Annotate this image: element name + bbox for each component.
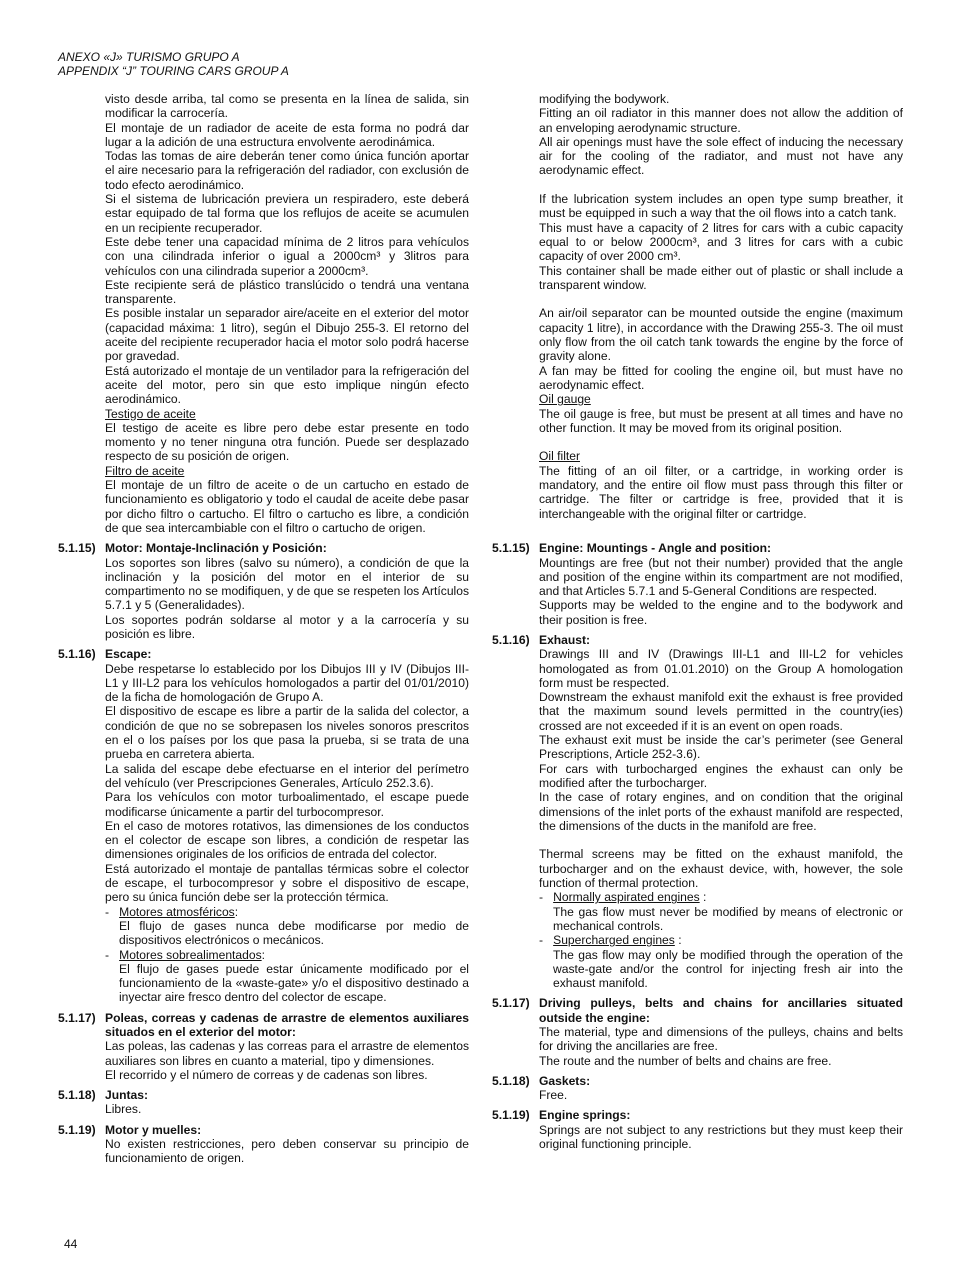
- section-text: El dispositivo de escape es libre a partir de la salida del colector, a condición de que no se sobrepasen los niveles sonoros prescritos en el o los países por los que pasa la prueba, si se trata de una prueba en carretera abierta.: [105, 704, 469, 762]
- en-intro-p2: Fitting an oil radiator in this manner does not allow the addition of an enveloping aerodynamic structure.: [539, 106, 903, 135]
- section-text: El recorrido y el número de correas y de cadenas son libres.: [105, 1067, 428, 1082]
- en-oil-filter-text: The fitting of an oil filter, or a cartridge, in working order is mandatory, and the entire oil flow must pass through this filter or cartridge. The filter or cartridge is free, provided that it is interchangeable with the original filter or cartridge.: [539, 463, 903, 521]
- section-number: 5.1.19): [58, 1122, 96, 1137]
- es-intro-p3: Todas las tomas de aire deberán tener como única función aportar el aire necesario para la refrigeración del radiador, con exclusión de todo efecto aerodinámico.: [105, 149, 469, 192]
- es-section-5-1-16: [58, 647, 469, 1004]
- section-title: Escape:: [105, 647, 152, 662]
- section-number: 5.1.18): [492, 1073, 530, 1088]
- en-naturally-aspirated-text: The gas flow must never be modified by means of electronic or mechanical controls.: [553, 904, 903, 933]
- section-title: Motor y muelles:: [105, 1122, 202, 1137]
- en-intro-p5: This must have a capacity of 2 litres for cars with a cubic capacity equal to or below 2000cm³, and 3 litres for cars with a cubic capacity of over 2000 cm³.: [539, 220, 903, 264]
- es-naturally-aspirated-text: El flujo de gases nunca debe modificarse por medio de dispositivos electrónicos o mecánicos.: [119, 918, 469, 948]
- page-header: [58, 50, 289, 78]
- section-number: 5.1.16): [492, 632, 530, 647]
- section-text: The material, type and dimensions of the pulleys, chains and belts for driving the ancillaries are free.: [539, 1025, 903, 1054]
- spanish-column: [58, 92, 469, 1166]
- section-text: Debe respetarse lo establecido por los Dibujos III y IV (Dibujos III-L1 y III-L2 para los vehículos homologados a partir del 01/01/2010) de la ficha de homologación de Grupo A.: [105, 661, 469, 705]
- section-text: Libres.: [105, 1102, 142, 1117]
- en-intro-p6: This container shall be made either out of plastic or shall include a transparent window.: [539, 263, 903, 292]
- en-naturally-aspirated-heading: - Normally aspirated engines :: [539, 890, 707, 905]
- en-intro-p8: A fan may be fitted for cooling the engine oil, but must have no aerodynamic effect.: [539, 363, 903, 392]
- section-text: No existen restricciones, pero deben conservar su principio de funcionamiento de origen.: [105, 1137, 469, 1166]
- es-oil-gauge-text: El testigo de aceite es libre pero debe estar presente en todo momento y no tener ninguna otra función. Puede ser desplazado respecto de su posición de origen.: [105, 420, 469, 464]
- section-text: Para los vehículos con motor turboalimentado, el escape puede modificarse únicamente a partir del turbocompresor.: [105, 790, 469, 819]
- section-text: Está autorizado el montaje de pantallas térmicas sobre el colector de escape, el turbocompresor y sobre el dispositivo de escape, pero su única función debe ser la protección térmica.: [105, 861, 469, 905]
- section-text: Free.: [539, 1088, 568, 1103]
- en-supercharged-heading: - Supercharged engines :: [539, 933, 682, 948]
- en-oil-filter-title: Oil filter: [539, 449, 580, 464]
- section-text: Las poleas, las cadenas y las correas para el arrastre de elementos auxiliares son libres en cuanto a material, tipo y dimensiones.: [105, 1039, 469, 1068]
- es-intro-p4: Si el sistema de lubricación previera un respiradero, este deberá estar equipado de tal forma que los reflujos de aceite se acumulen en un recipiente recuperador.: [105, 192, 469, 235]
- en-section-5-1-18: [492, 1074, 903, 1103]
- en-oil-gauge-title: Oil gauge: [539, 392, 591, 407]
- en-section-5-1-19: [492, 1108, 903, 1151]
- section-text: The exhaust exit must be inside the car’s perimeter (see General Prescriptions, Article 252-3.6).: [539, 733, 903, 762]
- es-section-5-1-19: [58, 1123, 469, 1166]
- section-text: Downstream the exhaust manifold exit the exhaust is free provided that the maximum sound levels permitted in the country(ies) crossed are not exceeded if it is an event on open roads.: [539, 690, 903, 733]
- es-intro-p2: El montaje de un radiador de aceite de esta forma no podrá dar lugar a la adición de una estructura envolvente aerodinámica.: [105, 120, 469, 149]
- section-title: Motor: Montaje-Inclinación y Posición:: [105, 541, 327, 556]
- section-number: 5.1.17): [58, 1010, 96, 1025]
- section-title: Juntas:: [105, 1088, 149, 1103]
- section-title: Gaskets:: [539, 1073, 591, 1088]
- es-oil-filter-title: Filtro de aceite: [105, 463, 185, 478]
- section-number: 5.1.15): [492, 541, 530, 556]
- section-text: Mountings are free (but not their number) provided that the angle and position of the engine within its compartment are not modified, and that Articles 5.7.1 and 5-General Conditions are respected.: [539, 555, 903, 599]
- en-oil-gauge-text: The oil gauge is free, but must be present at all times and have no other function. It may be moved from its original position.: [539, 406, 903, 435]
- section-number: 5.1.17): [492, 996, 530, 1011]
- header-line-spanish: ANEXO «J» TURISMO GRUPO A: [58, 50, 240, 64]
- es-section-5-1-18: [58, 1088, 469, 1117]
- es-supercharged-text: El flujo de gases puede estar únicamente modificado por el funcionamiento de la «waste-gate» y/o el dispositivo destinado a inyectar aire fresco dentro del colector de escape.: [119, 961, 469, 1005]
- es-intro-p8: Está autorizado el montaje de un ventilador para la refrigeración del aceite del motor, pero sin que esto implique ningún efecto aerodinámico.: [105, 363, 469, 407]
- es-oil-filter-text: El montaje de un filtro de aceite o de un cartucho en estado de funcionamiento es obligatorio y todo el caudal de aceite debe pasar por dicho filtro o cartucho. El filtro o cartucho es libre, a condición de que sea intercambiable con el filtro o cartucho de origen.: [105, 478, 469, 535]
- en-intro-p1: modifying the bodywork.: [539, 92, 670, 106]
- en-section-5-1-17: [492, 996, 903, 1067]
- section-title: Driving pulleys, belts and chains for ancillaries situated outside the engine:: [539, 996, 903, 1025]
- english-column: [492, 92, 903, 1151]
- section-number: 5.1.16): [58, 647, 96, 662]
- section-text: Los soportes podrán soldarse al motor y a la carrocería y su posición es libre.: [105, 612, 469, 641]
- section-text: La salida del escape debe efectuarse en el interior del perímetro del vehículo (ver Prescripciones Generales, Artículo 252.3.6).: [105, 761, 469, 790]
- section-text: For cars with turbocharged engines the exhaust can only be modified after the turbocharger.: [539, 761, 903, 790]
- section-text: The route and the number of belts and chains are free.: [539, 1053, 832, 1068]
- section-text: Drawings III and IV (Drawings III-L1 and III-L2 for vehicles homologated as from 01.01.2010) on the Group A homologation form must be respected.: [539, 647, 903, 690]
- en-intro-p3: All air openings must have the sole effect of inducing the necessary air for the cooling of the radiator, and must not have any aerodynamic effect.: [539, 134, 903, 178]
- section-title: Engine springs:: [539, 1108, 631, 1123]
- section-number: 5.1.18): [58, 1088, 96, 1103]
- section-number: 5.1.19): [492, 1108, 530, 1123]
- section-text: Supports may be welded to the engine and to the bodywork and their position is free.: [539, 598, 903, 627]
- es-intro-p1: visto desde arriba, tal como se presenta en la línea de salida, sin modificar la carrocería.: [105, 92, 469, 121]
- section-text: Springs are not subject to any restrictions but they must keep their original functioning principle.: [539, 1122, 903, 1152]
- section-text: In the case of rotary engines, and on condition that the original dimensions of the inlet ports of the exhaust manifold are respected, the dimensions of the ducts in the manifold are free.: [539, 790, 903, 833]
- section-text: Thermal screens may be fitted on the exhaust manifold, the turbocharger and on the exhaust device, with, however, the sole function of thermal protection.: [539, 847, 903, 891]
- en-continuation: [492, 92, 903, 535]
- section-text: En el caso de motores rotativos, las dimensiones de los conductos en el colector de escape son libres, a condición de respetar las dimensiones originales de los orificios de entrada del colector.: [105, 818, 469, 862]
- es-continuation: [58, 92, 469, 535]
- es-section-5-1-17: [58, 1011, 469, 1082]
- es-naturally-aspirated-heading: - Motores atmosféricos:: [105, 904, 239, 919]
- section-number: 5.1.15): [58, 541, 96, 556]
- en-intro-p4: If the lubrication system includes an open type sump breather, it must be equipped in such a way that the oil flows into a catch tank.: [539, 192, 903, 221]
- section-title: Poleas, correas y cadenas de arrastre de elementos auxiliares situados en el exterior del motor:: [105, 1010, 469, 1039]
- es-intro-p6: Este recipiente será de plástico translúcido o tendrá una ventana transparente.: [105, 277, 469, 307]
- en-section-5-1-16: [492, 633, 903, 990]
- es-intro-p7: Es posible instalar un separador aire/aceite en el exterior del motor (capacidad máxima: 1 litro), según el Dibujo 255-3. El retorno del aceite del recipiente recuperador hacia el motor solo podrá hacerse por gravedad.: [105, 306, 469, 364]
- en-supercharged-text: The gas flow may only be modified through the operation of the waste-gate and/or the control for injecting fresh air into the exhaust manifold.: [553, 947, 903, 991]
- section-text: Los soportes son libres (salvo su número), a condición de que la inclinación y la posición del motor en el interior de su compartimento no se modifiquen, y de que se respeten los Artículos 5.7.1 y 5 (Generalidades).: [105, 555, 469, 613]
- section-title: Exhaust:: [539, 632, 591, 647]
- es-intro-p5: Este debe tener una capacidad mínima de 2 litros para vehículos con una cilindrada inferior o igual a 2000cm³ y 3litros para vehículos con una cilindrada superior a 2000cm³.: [105, 234, 469, 278]
- en-section-5-1-15: [492, 541, 903, 627]
- en-intro-p7: An air/oil separator can be mounted outside the engine (maximum capacity 1 litre), in accordance with the Drawing 255-3. The oil must only flow from the oil catch tank towards the engine by the force of gravity alone.: [539, 306, 903, 364]
- section-title: Engine: Mountings - Angle and position:: [539, 541, 771, 556]
- header-line-english: APPENDIX “J” TOURING CARS GROUP A: [58, 64, 289, 78]
- es-supercharged-heading: - Motores sobrealimentados:: [105, 947, 266, 962]
- es-section-5-1-15: [58, 541, 469, 641]
- es-oil-gauge-title: Testigo de aceite: [105, 406, 196, 421]
- page-number: 44: [64, 1237, 78, 1251]
